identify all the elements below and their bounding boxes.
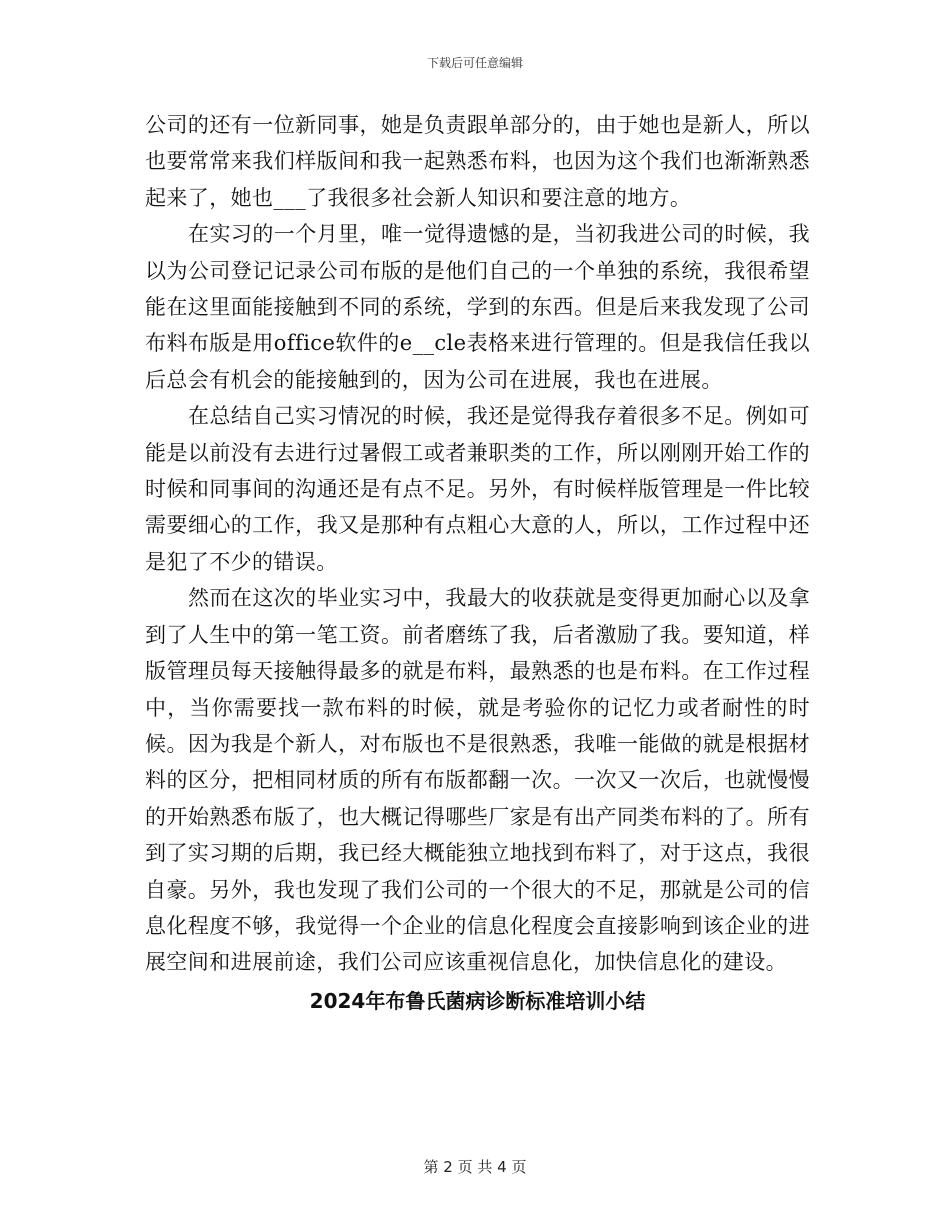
- section-title: 2024年布鲁氏菌病诊断标准培训小结: [309, 988, 646, 1013]
- paragraph-2: 在实习的一个月里，唯一觉得遗憾的是，当初我进公司的时候，我以为公司登记记录公司布版的是他们自己的一个单独的系统，我很希望能在这里面能接触到不同的系统，学到的东西。但是后来我发现了公司布料布版是用office软件的e__cle表格来进行管理的。但是我信任我以后总会有机会的能接触到的，因为公司在进展，我也在进展。: [145, 222, 810, 392]
- document-body: [145, 107, 810, 1019]
- page-number: 第 2 页 共 4 页: [423, 1158, 527, 1176]
- paragraph-3: 在总结自己实习情况的时候，我还是觉得我存着很多不足。例如可能是以前没有去进行过暑假工或者兼职类的工作，所以刚刚开始工作的时候和同事间的沟通还是有点不足。另外，有时候样版管理是一件比较需要细心的工作，我又是那种有点粗心大意的人，所以，工作过程中还是犯了不少的错误。: [145, 404, 810, 574]
- page-header: 下载后可任意编辑: [426, 56, 523, 70]
- paragraph-1: 公司的还有一位新同事，她是负责跟单部分的，由于她也是新人，所以也要常常来我们样版间和我一起熟悉布料，也因为这个我们也渐渐熟悉起来了，她也___了我很多社会新人知识和要注意的地方。: [145, 113, 810, 210]
- paragraph-4: 然而在这次的毕业实习中，我最大的收获就是变得更加耐心以及拿到了人生中的第一笔工资。前者磨练了我，后者激励了我。要知道，样版管理员每天接触得最多的就是布料，最熟悉的也是布料。在工作过程中，当你需要找一款布料的时候，就是考验你的记忆力或者耐性的时候。因为我是个新人，对布版也不是很熟悉，我唯一能做的就是根据材料的区分，把相同材质的所有布版都翻一次。一次又一次后，也就慢慢的开始熟悉布版了，也大概记得哪些厂家是有出产同类布料的了。所有到了实习期的后期，我已经大概能独立地找到布料了，对于这点，我很自豪。另外，我也发现了我们公司的一个很大的不足，那就是公司的信息化程度不够，我觉得一个企业的信息化程度会直接影响到该企业的进展空间和进展前途，我们公司应该重视信息化，加快信息化的建设。: [145, 586, 810, 975]
